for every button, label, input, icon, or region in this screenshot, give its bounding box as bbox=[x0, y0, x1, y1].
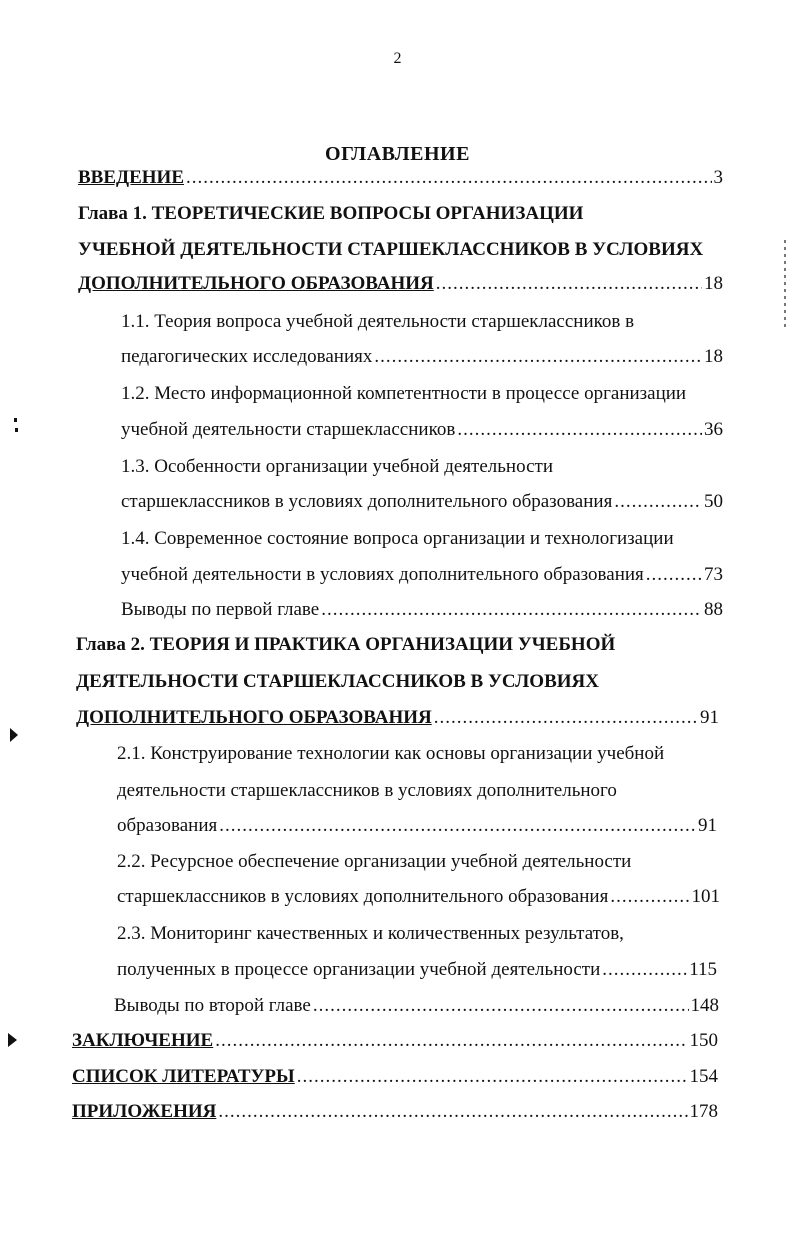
toc-entry-section-1-4[interactable] bbox=[121, 563, 723, 587]
dot-leader bbox=[313, 994, 689, 1018]
toc-entry-page: 18 bbox=[704, 273, 723, 294]
section-1-3-line1: 1.3. Особенности организации учебной деятельности bbox=[121, 456, 553, 477]
chapter-2-title-line1: Глава 2. ТЕОРИЯ И ПРАКТИКА ОРГАНИЗАЦИИ УЧЕБНОЙ bbox=[76, 634, 616, 655]
toc-entry-page: 88 bbox=[704, 599, 723, 620]
toc-entry-section-1-3[interactable] bbox=[121, 490, 723, 514]
dot-leader bbox=[646, 563, 702, 587]
dot-leader bbox=[218, 1100, 687, 1124]
toc-entry-conclusions-1[interactable] bbox=[121, 598, 723, 622]
binder-hole-mark bbox=[10, 728, 18, 742]
scan-edge-line bbox=[784, 240, 786, 330]
toc-entry-page: 148 bbox=[690, 995, 719, 1016]
dot-leader bbox=[186, 166, 712, 190]
toc-entry-section-2-1[interactable] bbox=[117, 814, 717, 838]
binder-hole-mark bbox=[8, 1033, 17, 1047]
toc-entry-conclusion[interactable] bbox=[72, 1029, 718, 1053]
toc-entry-appendices[interactable] bbox=[72, 1100, 718, 1124]
toc-entry-label: ЗАКЛЮЧЕНИЕ bbox=[72, 1030, 214, 1051]
chapter-2-title-line2: ДЕЯТЕЛЬНОСТИ СТАРШЕКЛАССНИКОВ В УСЛОВИЯХ bbox=[76, 671, 599, 692]
toc-entry-conclusions-2[interactable] bbox=[114, 994, 719, 1018]
toc-entry-page: 91 bbox=[698, 815, 717, 836]
dot-leader bbox=[219, 814, 696, 838]
dot-leader bbox=[297, 1065, 688, 1089]
toc-entry-label: Выводы по второй главе bbox=[114, 995, 311, 1016]
toc-entry-page: 3 bbox=[713, 167, 723, 188]
toc-entry-label: учебной деятельности в условиях дополнительного образования bbox=[121, 564, 644, 585]
toc-entry-literature[interactable] bbox=[72, 1065, 718, 1089]
dot-leader bbox=[436, 272, 702, 296]
dot-leader bbox=[457, 418, 702, 442]
toc-entry-intro[interactable] bbox=[78, 166, 723, 190]
toc-entry-label: СПИСОК ЛИТЕРАТУРЫ bbox=[72, 1066, 295, 1087]
toc-entry-section-1-2[interactable] bbox=[121, 418, 723, 442]
toc-entry-page: 91 bbox=[700, 707, 719, 728]
toc-entry-label: старшеклассников в условиях дополнительного образования bbox=[121, 491, 613, 512]
toc-entry-page: 115 bbox=[689, 959, 717, 980]
scan-speck bbox=[15, 428, 18, 432]
dot-leader bbox=[215, 1029, 687, 1053]
toc-title: ОГЛАВЛЕНИЕ bbox=[325, 143, 470, 165]
toc-entry-label: старшеклассников в условиях дополнительного образования bbox=[117, 886, 609, 907]
toc-entry-label: образования bbox=[117, 815, 218, 836]
toc-entry-section-2-2[interactable] bbox=[117, 885, 720, 909]
toc-entry-section-2-3[interactable] bbox=[117, 958, 717, 982]
toc-entry-chapter-2[interactable] bbox=[76, 706, 719, 730]
section-1-4-line1: 1.4. Современное состояние вопроса организации и технологизации bbox=[121, 528, 674, 549]
section-1-1-line1: 1.1. Теория вопроса учебной деятельности старшеклассников в bbox=[121, 311, 635, 332]
toc-entry-label: ДОПОЛНИТЕЛЬНОГО ОБРАЗОВАНИЯ bbox=[78, 273, 434, 294]
page-number: 2 bbox=[393, 50, 402, 67]
scan-speck bbox=[14, 418, 17, 422]
toc-entry-page: 101 bbox=[691, 886, 720, 907]
toc-entry-section-1-1[interactable] bbox=[121, 345, 723, 369]
toc-entry-label: ВВЕДЕНИЕ bbox=[78, 167, 184, 188]
toc-entry-label: ПРИЛОЖЕНИЯ bbox=[72, 1101, 217, 1122]
toc-entry-chapter-1[interactable] bbox=[78, 272, 723, 296]
toc-entry-page: 178 bbox=[689, 1101, 718, 1122]
chapter-1-title-line2: УЧЕБНОЙ ДЕЯТЕЛЬНОСТИ СТАРШЕКЛАССНИКОВ В УСЛОВИЯХ bbox=[78, 239, 704, 260]
toc-entry-page: 50 bbox=[704, 491, 723, 512]
dot-leader bbox=[610, 885, 689, 909]
dot-leader bbox=[374, 345, 702, 369]
dot-leader bbox=[321, 598, 702, 622]
toc-entry-label: ДОПОЛНИТЕЛЬНОГО ОБРАЗОВАНИЯ bbox=[76, 707, 432, 728]
section-1-2-line1: 1.2. Место информационной компетентности в процессе организации bbox=[121, 383, 687, 404]
dot-leader bbox=[434, 706, 698, 730]
toc-entry-page: 18 bbox=[704, 346, 723, 367]
toc-entry-page: 36 bbox=[704, 419, 723, 440]
toc-entry-label: Выводы по первой главе bbox=[121, 599, 320, 620]
toc-entry-label: педагогических исследованиях bbox=[121, 346, 373, 367]
chapter-1-title-line1: Глава 1. ТЕОРЕТИЧЕСКИЕ ВОПРОСЫ ОРГАНИЗАЦИИ bbox=[78, 203, 584, 224]
toc-entry-page: 154 bbox=[689, 1066, 718, 1087]
dot-leader bbox=[614, 490, 702, 514]
section-2-1-line1: 2.1. Конструирование технологии как основы организации учебной bbox=[117, 743, 665, 764]
section-2-2-line1: 2.2. Ресурсное обеспечение организации учебной деятельности bbox=[117, 851, 632, 872]
toc-entry-label: полученных в процессе организации учебной деятельности bbox=[117, 959, 601, 980]
toc-entry-page: 150 bbox=[689, 1030, 718, 1051]
toc-entry-page: 73 bbox=[704, 564, 723, 585]
section-2-1-line2: деятельности старшеклассников в условиях дополнительного bbox=[117, 780, 617, 801]
section-2-3-line1: 2.3. Мониторинг качественных и количественных результатов, bbox=[117, 923, 624, 944]
toc-entry-label: учебной деятельности старшеклассников bbox=[121, 419, 456, 440]
dot-leader bbox=[602, 958, 687, 982]
